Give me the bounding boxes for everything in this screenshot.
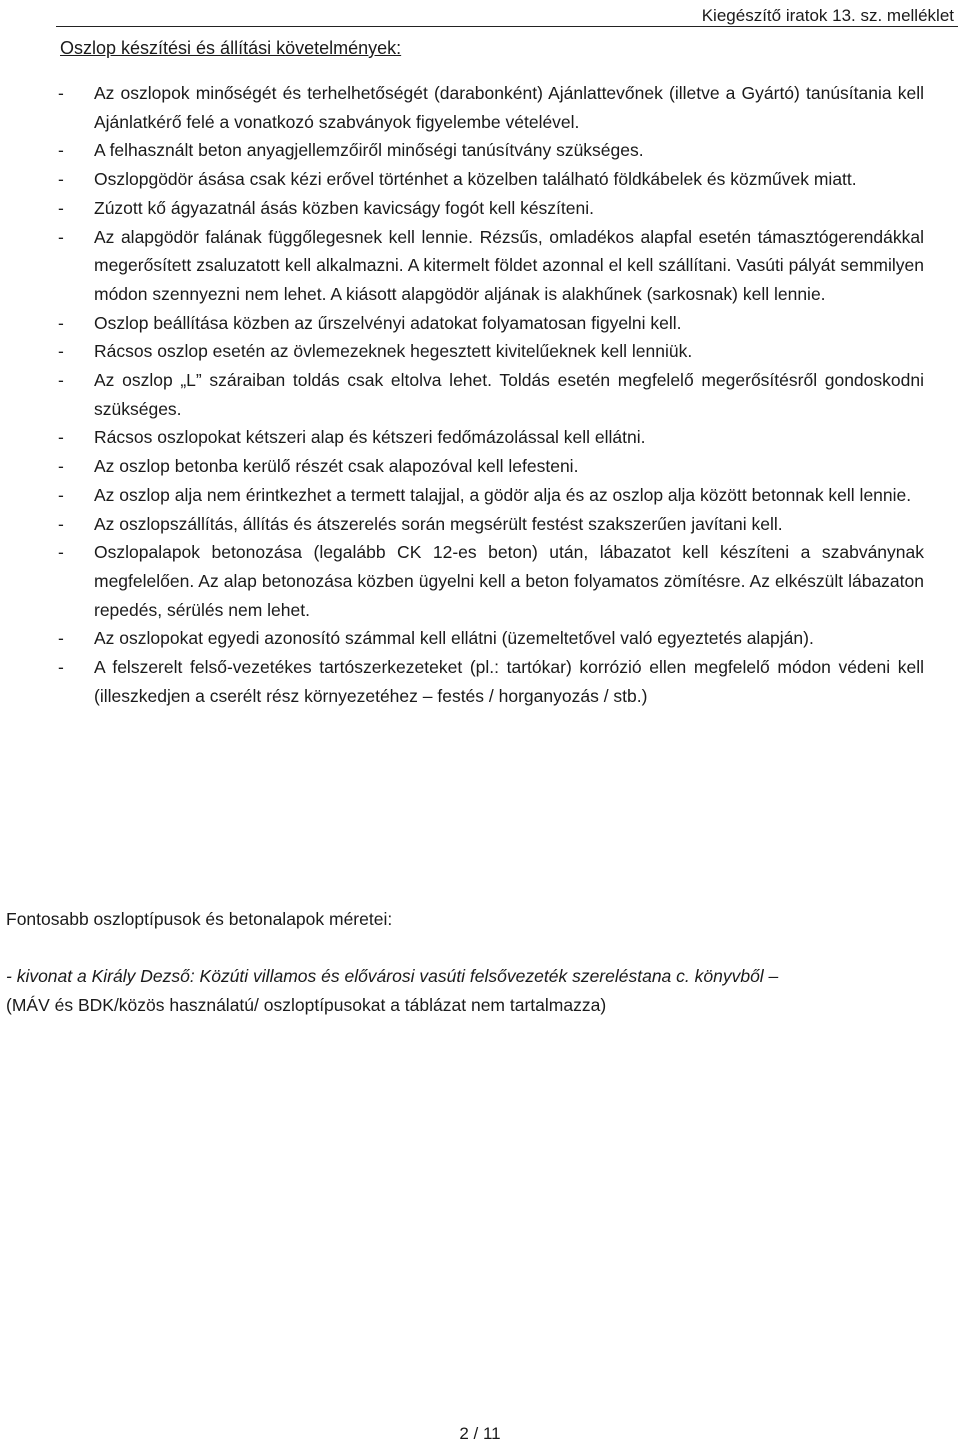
list-item — [56, 194, 924, 223]
list-item-text: Az alapgödör falának függőlegesnek kell lennie. Rézsűs, omladékos alapfal esetén támasztógerendákkal megerősített zsaluzatott kell alkalmazni. A kitermelt földet azonnal el kell szállítani. Vasúti pályát semmilyen módon szennyezni nem lehet. A kiásott alapgödör aljának is alakhűnek (sarkosnak) kell lennie. — [94, 226, 924, 304]
list-item — [56, 481, 924, 510]
requirements-list — [56, 79, 924, 710]
list-item-text: Oszlopalapok betonozása (legalább CK 12-es beton) után, lábazatot kell készíteni a szabványnak megfelelően. Az alap betonozása közben ügyelni kell a beton folyamatos zömítésre. Az elkészült lábazaton repedés, sérülés nem lehet. — [94, 542, 924, 620]
bullet-dash: - — [58, 312, 64, 333]
source-remark: (MÁV és BDK/közös használatú/ oszloptípusokat a táblázat nem tartalmazza) — [6, 994, 607, 1015]
list-item-text: Oszlopgödör ásása csak kézi erővel történhet a közelben található földkábelek és közművek miatt. — [94, 169, 857, 190]
list-item — [56, 309, 924, 338]
list-item-text: A felhasznált beton anyagjellemzőiről minőségi tanúsítvány szükséges. — [94, 140, 644, 161]
list-item — [56, 510, 924, 539]
list-item-text: Az oszlopszállítás, állítás és átszerelés során megsérült festést szakszerűen javítani kell. — [94, 513, 783, 534]
bullet-dash: - — [58, 140, 64, 161]
list-item — [56, 165, 924, 194]
list-item — [56, 452, 924, 481]
list-item-text: Rácsos oszlop esetén az övlemezeknek hegesztett kivitelűeknek kell lenniük. — [94, 341, 693, 362]
bullet-dash: - — [58, 628, 64, 649]
list-item-text: Oszlop beállítása közben az űrszelvényi adatokat folyamatosan figyelni kell. — [94, 312, 682, 333]
list-item — [56, 136, 924, 165]
bullet-dash: - — [58, 456, 64, 477]
list-item — [56, 79, 924, 136]
list-item-text: A felszerelt felső-vezetékes tartószerkezeteket (pl.: tartókar) korrózió ellen megfelelő módon védeni kell (illeszkedjen a cserélt rész környezetéhez – festés / horganyozás / stb.) — [94, 657, 924, 706]
list-item — [56, 538, 924, 624]
bullet-dash: - — [58, 542, 64, 563]
list-item-text: Az oszlop betonba kerülő részét csak alapozóval kell lefesteni. — [94, 456, 579, 477]
second-section-title: Fontosabb oszloptípusok és betonalapok méretei: — [6, 909, 393, 929]
bullet-dash: - — [58, 83, 64, 103]
bullet-dash: - — [58, 169, 64, 190]
list-item — [56, 223, 924, 309]
header-rule — [56, 4, 958, 27]
bullet-dash: - — [58, 427, 64, 448]
bullet-dash: - — [58, 513, 64, 534]
list-item-text: Az oszlop alja nem érintkezhet a termett talajjal, a gödör alja és az oszlop alja között betonnak kell lennie. — [94, 484, 912, 505]
list-item — [56, 337, 924, 366]
header-annex-label: Kiegészítő iratok 13. sz. melléklet — [701, 6, 954, 25]
bullet-dash: - — [58, 484, 64, 505]
bullet-dash: - — [58, 370, 64, 391]
source-note — [6, 962, 946, 1019]
list-item — [56, 624, 924, 653]
bullet-dash: - — [58, 341, 64, 362]
list-item — [56, 366, 924, 423]
list-item-text: Zúzott kő ágyazatnál ásás közben kavicságy fogót kell készíteni. — [94, 197, 594, 218]
bullet-dash: - — [58, 197, 64, 218]
bullet-dash: - — [58, 657, 64, 678]
list-item-text: Az oszlop „L” száraiban toldás csak eltolva lehet. Toldás esetén megfelelő megerősítésről gondoskodni szükséges. — [94, 370, 924, 419]
list-item-text: Az oszlopok minőségét és terhelhetőségét (darabonként) Ajánlattevőnek (illetve a Gyártó) tanúsítania kell Ajánlatkérő felé a vonatkozó szabványok figyelembe vételével. — [94, 83, 924, 132]
list-item — [56, 423, 924, 452]
list-item-text: Az oszlopokat egyedi azonosító számmal kell ellátni (üzemeltetővel való egyeztetés alapján). — [94, 628, 814, 649]
source-citation: - kivonat a Király Dezső: Közúti villamos és elővárosi vasúti felsővezeték szereléstana c. könyvből – — [6, 966, 779, 986]
list-item-text: Rácsos oszlopokat kétszeri alap és kétszeri fedőmázolással kell ellátni. — [94, 427, 646, 448]
section-title: Oszlop készítési és állítási követelmények: — [60, 38, 402, 58]
bullet-dash: - — [58, 226, 64, 247]
list-item — [56, 653, 924, 710]
page-number: 2 / 11 — [459, 1424, 501, 1443]
